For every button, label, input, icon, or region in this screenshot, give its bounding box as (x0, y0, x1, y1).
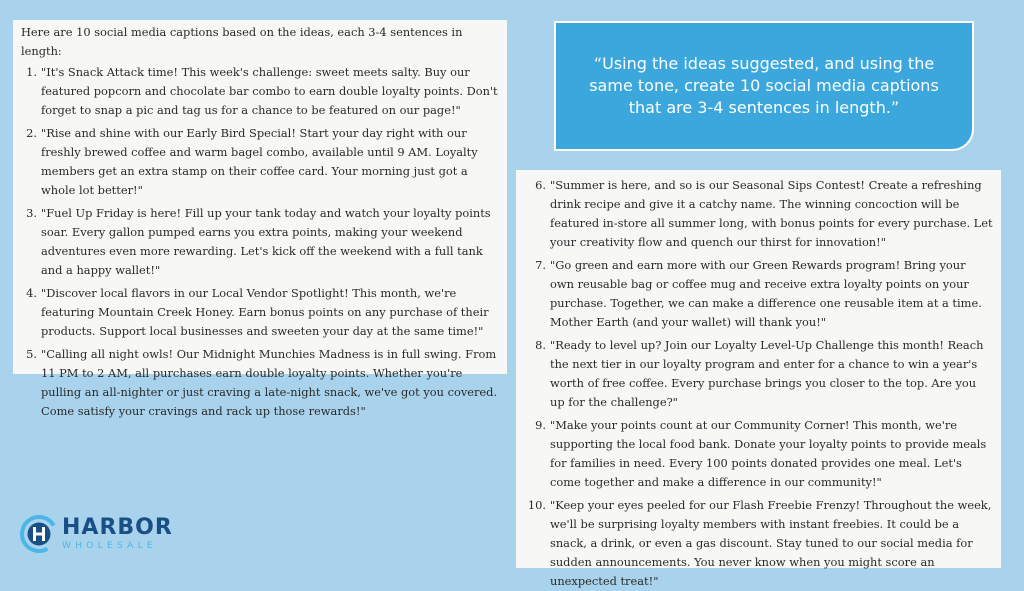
list-item (524, 336, 993, 412)
item-number: 6. (535, 178, 546, 192)
list-item (21, 345, 501, 421)
item-number: 4. (26, 286, 37, 300)
item-number: 7. (535, 258, 546, 272)
item-number: 8. (535, 338, 546, 352)
captions-panel-right (516, 170, 1001, 588)
item-number: 1. (26, 65, 37, 79)
prompt-callout (554, 21, 974, 151)
item-number: 2. (26, 126, 37, 140)
list-item (524, 176, 993, 252)
harbor-wholesale-logo (20, 515, 173, 553)
caption-text: "Discover local flavors in our Local Vendor Spotlight! This month, we're featuring Mountain Creek Honey. Earn bonus points on any purchase of their products. Support local businesses and sweeten your day at the same time!" (41, 286, 489, 338)
list-item (21, 63, 501, 120)
captions-list-left (21, 63, 501, 421)
caption-text: "It's Snack Attack time! This week's challenge: sweet meets salty. Buy our featured popcorn and chocolate bar combo to earn double loyalty points. Don't forget to snap a pic and tag us for a chance to be featured on our page!" (41, 65, 498, 117)
item-number: 10. (527, 498, 546, 512)
caption-text: "Keep your eyes peeled for our Flash Freebie Frenzy! Throughout the week, we'll be surprising loyalty members with instant freebies. It could be a snack, a drink, or even a gas discount. Stay tuned to our social media for sudden announcements. You never know when you might score an unexpected treat!" (550, 498, 992, 588)
item-number: 3. (26, 206, 37, 220)
caption-text: "Summer is here, and so is our Seasonal Sips Contest! Create a refreshing drink recipe and give it a catchy name. The winning concoction will be featured in-store all summer long, with bonus points for every purchase. Let your creativity flow and quench our thirst for innovation!" (550, 178, 993, 249)
caption-text: "Calling all night owls! Our Midnight Munchies Madness is in full swing. From 11 PM to 2 AM, all purchases earn double loyalty points. Whether you're pulling an all-nighter or just craving a late-night snack, we've got you covered. Come satisfy your cravings and rack up those rewards!" (41, 347, 498, 418)
caption-text: "Rise and shine with our Early Bird Special! Start your day right with our freshly brewed coffee and warm bagel combo, available until 9 AM. Loyalty members get an extra stamp on their coffee card. Your morning just got a whole lot better!" (41, 126, 478, 197)
list-item (21, 284, 501, 341)
logo-name: HARBOR (62, 514, 173, 540)
list-item (21, 124, 501, 200)
harbor-logo-icon (20, 515, 58, 553)
logo-wordmark (62, 514, 173, 552)
list-item (524, 256, 993, 332)
caption-text: "Make your points count at our Community Corner! This month, we're supporting the local food bank. Donate your loyalty points to provide meals for families in need. Every 100 points donated provides one meal. Let's come together and make a difference in our community!" (550, 418, 987, 489)
captions-panel-left (13, 20, 507, 418)
caption-text: "Go green and earn more with our Green Rewards program! Bring your own reusable bag or coffee mug and receive extra loyalty points on your purchase. Together, we can make a difference one reusable item at a time. Mother Earth (and your wallet) will thank you!" (550, 258, 982, 329)
list-item (524, 416, 993, 492)
captions-list-right (524, 176, 993, 591)
list-item (21, 204, 501, 280)
list-item (524, 496, 993, 591)
caption-text: "Fuel Up Friday is here! Fill up your tank today and watch your loyalty points soar. Every gallon pumped earns you extra points, making your weekend adventures even more rewarding. Let's kick off the weekend with a full tank and a happy wallet!" (41, 206, 491, 277)
item-number: 5. (26, 347, 37, 361)
prompt-text: “Using the ideas suggested, and using the same tone, create 10 social media captions that are 3-4 sentences in length.” (589, 54, 939, 117)
logo-subtitle: WHOLESALE (62, 540, 157, 551)
intro-text: Here are 10 social media captions based on the ideas, each 3-4 sentences in length: (21, 25, 463, 58)
item-number: 9. (535, 418, 546, 432)
caption-text: "Ready to level up? Join our Loyalty Level-Up Challenge this month! Reach the next tier in our loyalty program and enter for a chance to win a year's worth of free coffee. Every purchase brings you closer to the top. Are you up for the challenge?" (550, 338, 984, 409)
